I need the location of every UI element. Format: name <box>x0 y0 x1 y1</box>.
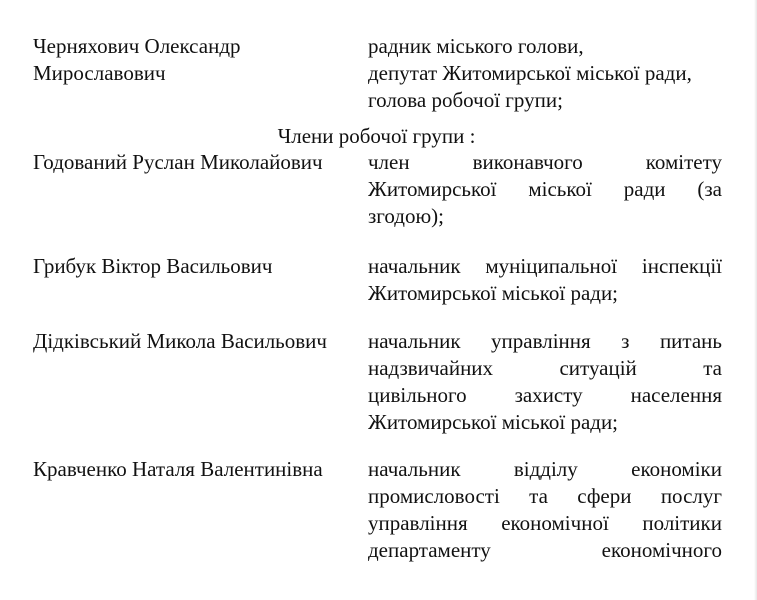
member-role-line: начальник відділу економіки <box>368 457 722 481</box>
head-name <box>33 33 353 87</box>
member-role <box>368 456 722 564</box>
member-role-line: Житомирської міської ради (за <box>368 177 722 201</box>
member-role-line: надзвичайних ситуацій та <box>368 356 722 380</box>
member-name: Дідківський Микола Васильович <box>33 329 327 353</box>
member-name: Кравченко Наталя Валентинівна <box>33 457 323 481</box>
member-role-line: Житомирської міської ради; <box>368 281 619 305</box>
head-name-line: Мирославович <box>33 61 166 85</box>
member-role-line: згодою); <box>368 204 444 228</box>
head-role-line: голова робочої групи; <box>368 88 563 112</box>
section-title <box>0 123 757 150</box>
member-role-line: промисловості та сфери послуг <box>368 484 722 508</box>
section-title-text: Члени робочої групи : <box>277 124 476 148</box>
member-role <box>368 328 722 436</box>
member-role <box>368 253 722 307</box>
head-role-line: радник міського голови, <box>368 34 584 58</box>
member-role-line: начальник управління з питань <box>368 329 722 353</box>
head-name-line: Черняхович Олександр <box>33 34 241 58</box>
member-role-line: член виконавчого комітету <box>368 150 722 174</box>
member-role-line: управління економічної політики <box>368 511 722 535</box>
member-role <box>368 149 722 230</box>
member-role-line: цивільного захисту населення <box>368 383 722 407</box>
member-role-line: департаменту економічного <box>368 538 722 562</box>
member-name: Грибук Віктор Васильович <box>33 254 273 278</box>
member-role-line: начальник муніципальної інспекції <box>368 254 722 278</box>
head-role <box>368 33 722 114</box>
member-role-line: Житомирської міської ради; <box>368 410 619 434</box>
head-role-line: депутат Житомирської міської ради, <box>368 61 692 85</box>
member-name: Годований Руслан Миколайович <box>33 150 323 174</box>
